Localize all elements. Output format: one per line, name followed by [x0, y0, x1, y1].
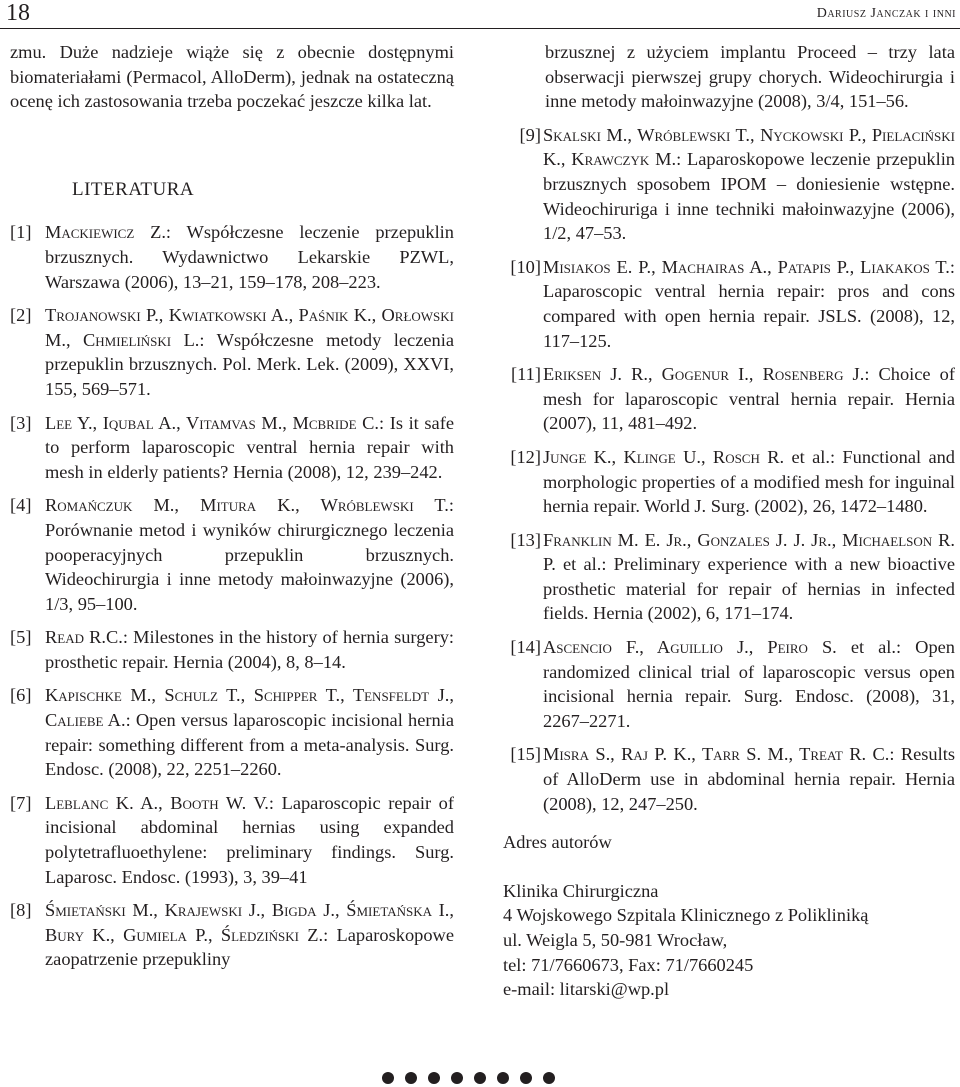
right-column [503, 40, 955, 1002]
footer-dot [382, 1072, 394, 1084]
footer-dot [520, 1072, 532, 1084]
reference-details: : Laparoscopic ventral hernia repair: pros and cons compared with open hernia repair. JSLS. (2008), 12, 117–125. [543, 256, 955, 351]
reference-number: [7] [10, 792, 32, 813]
address-lines [503, 879, 955, 1002]
reference-8-continuation: brzusznej z użyciem implantu Proceed – trzy lata obserwacji pierwszej grupy chorych. Wideochirurgia i inne metody małoinwazyjne (2008), 3/4, 151–56. [545, 42, 955, 112]
reference-item [10, 303, 454, 401]
reference-text [45, 791, 454, 889]
reference-details: : Open versus laparoscopic incisional hernia repair: something different from a meta-analysis. Surg. Endosc. (2008), 22, 2251–2260. [45, 710, 454, 780]
footer-dot [543, 1072, 555, 1084]
reference-authors: Kapischke M., Schulz T., Schipper T., Tensfeldt J., Caliebe A. [45, 685, 454, 731]
reference-text [45, 411, 454, 485]
reference-details: : Współczesne leczenie przepuklin brzusznych. Wydawnictwo Lekarskie PZWL, Warszawa (2006), 13–21, 159–178, 208–223. [45, 222, 454, 292]
reference-details: : Laparoscopic repair of incisional abdominal hernias using expanded polytetrafluoethylene: preliminary findings. Surg. Laparosc. Endosc. (1993), 3, 39–41 [45, 792, 454, 887]
reference-authors: Eriksen J. R., Gogenur I., Rosenberg J. [543, 364, 865, 385]
reference-number: [15] [510, 744, 541, 765]
literature-heading: LITERATURA [72, 178, 195, 200]
reference-details: : Laparoskopowe leczenie przepuklin brzusznych sposobem IPOM – doniesienie wstępne. Wideochiruriga i inne techniki małoinwazyjne (2006), 1/2, 47–53. [543, 149, 955, 244]
header-rule [0, 28, 960, 29]
reference-text [45, 898, 454, 972]
reference-details: : Choice of mesh for laparoscopic ventral hernia repair. Hernia (2007), 11, 481–492. [543, 364, 956, 434]
reference-item [10, 683, 454, 781]
address-line: 4 Wojskowego Szpitala Klinicznego z Polikliniką [503, 905, 869, 926]
reference-item [503, 528, 955, 626]
reference-item [10, 493, 454, 616]
footer-dots [382, 1072, 555, 1084]
reference-number: [2] [10, 305, 32, 326]
reference-authors: Skalski M., Wróblewski T., Nyckowski P., Pielaciński K., Krawczyk M. [543, 124, 955, 170]
address-line: e-mail: litarski@wp.pl [503, 979, 670, 1000]
intro-paragraph: zmu. Duże nadzieje wiąże się z obecnie dostępnymi biomateriałami (Permacol, AlloDerm), jednak na ostateczną ocenę ich zastosowania trzeba poczekać jeszcze kilka lat. [10, 42, 454, 112]
reference-details: et al.: Open randomized clinical trial of laparoscopic versus open incisional hernia repair. Surg. Endosc. (2008), 31, 2267–2271. [543, 637, 955, 731]
reference-number: [13] [510, 529, 541, 550]
reference-authors: Franklin M. E. Jr., Gonzales J. J. Jr., Michaelson R. P. [543, 529, 955, 575]
running-head: Dariusz Janczak i inni [816, 6, 956, 21]
left-column [10, 40, 454, 981]
reference-authors: Misra S., Raj P. K., Tarr S. M., Treat R. C. [543, 744, 890, 765]
reference-text [543, 255, 955, 353]
reference-text [45, 683, 454, 781]
reference-authors: Śmietański M., Krajewski J., Bigda J., Śmietańska I., Bury K., Gumiela P., Śledziński Z. [45, 900, 454, 945]
reference-authors: Romańczuk M., Mitura K., Wróblewski T. [45, 495, 449, 516]
footer-dot [474, 1072, 486, 1084]
reference-text [543, 362, 955, 436]
reference-details: : Milestones in the history of hernia surgery: prosthetic repair. Hernia (2004), 8, 8–14. [45, 627, 454, 672]
reference-text [45, 493, 454, 616]
reference-authors: Leblanc K. A., Booth W. V. [45, 792, 269, 813]
footer-dot [428, 1072, 440, 1084]
reference-item [503, 445, 955, 519]
reference-text [543, 742, 955, 816]
address-line: tel: 71/7660673, Fax: 71/7660245 [503, 954, 754, 975]
reference-number: [10] [510, 256, 541, 277]
reference-number: [12] [510, 446, 541, 467]
reference-number: [3] [10, 412, 32, 433]
reference-authors: Misiakos E. P., Machairas A., Patapis P., Liakakos T. [543, 256, 950, 277]
reference-text [543, 635, 955, 733]
address-title: Adres autorów [503, 832, 612, 853]
reference-authors: Mackiewicz Z. [45, 222, 166, 243]
reference-text [45, 625, 454, 674]
reference-authors: Trojanowski P., Kwiatkowski A., Paśnik K., Orłowski M., Chmieliński L. [45, 305, 454, 350]
reference-number: [9] [519, 124, 541, 145]
reference-number: [14] [510, 637, 541, 658]
reference-item [10, 898, 454, 972]
reference-text [543, 528, 955, 626]
reference-item [503, 123, 955, 246]
page-number: 18 [6, 0, 30, 26]
footer-dot [405, 1072, 417, 1084]
reference-authors: Ascencio F., Aguillio J., Peiro S. [543, 637, 837, 658]
reference-item [10, 220, 454, 294]
reference-item [10, 625, 454, 674]
reference-details: : Is it safe to perform laparoscopic ventral hernia repair with mesh in elderly patients? Hernia (2008), 12, 239–242. [45, 412, 454, 482]
reference-text [543, 445, 955, 519]
reference-authors: Junge K., Klinge U., Rosch R. [543, 446, 785, 467]
footer-dot [451, 1072, 463, 1084]
reference-list-left [10, 220, 454, 972]
reference-authors: Lee Y., Iqubal A., Vitamvas M., Mcbride C. [45, 412, 379, 433]
reference-item [503, 635, 955, 733]
reference-details: : Współczesne metody leczenia przepuklin brzusznych. Pol. Merk. Lek. (2009), XXVI, 155, 569–571. [45, 329, 454, 399]
reference-number: [8] [10, 900, 32, 921]
reference-number: [6] [10, 685, 32, 706]
footer-dot [497, 1072, 509, 1084]
reference-item [10, 791, 454, 889]
reference-list-right [503, 123, 955, 816]
reference-text [543, 123, 955, 246]
reference-item [503, 362, 955, 436]
reference-details: : Results of AlloDerm use in abdominal hernia repair. Hernia (2008), 12, 247–250. [543, 744, 955, 814]
reference-authors: Read R.C. [45, 627, 123, 648]
reference-item [10, 411, 454, 485]
author-address [503, 830, 955, 1002]
reference-details: : Porównanie metod i wyników chirurgicznego leczenia pooperacyjnych przepuklin brzusznych. Wideochirurgia i inne metody małoinwazyjne (2006), 1/3, 95–100. [45, 495, 454, 614]
reference-details: : Laparoskopowe zaopatrzenie przepukliny [45, 924, 454, 970]
reference-number: [1] [10, 222, 32, 243]
reference-item [503, 255, 955, 353]
reference-details: et al.: Functional and morphologic properties of a modified mesh for inguinal hernia repair. World J. Surg. (2002), 26, 1472–1480. [543, 446, 956, 517]
reference-item [503, 742, 955, 816]
reference-number: [4] [10, 495, 32, 516]
reference-number: [5] [10, 627, 32, 648]
reference-number: [11] [511, 364, 541, 385]
reference-details: et al.: Preliminary experience with a new bioactive prosthetic material for repair of hernias in infected fields. Hernia (2002), 6, 171–174. [543, 554, 955, 624]
address-line: ul. Weigla 5, 50-981 Wrocław, [503, 930, 728, 950]
reference-text [45, 303, 454, 401]
address-line: Klinika Chirurgiczna [503, 880, 659, 901]
reference-text [45, 220, 454, 294]
